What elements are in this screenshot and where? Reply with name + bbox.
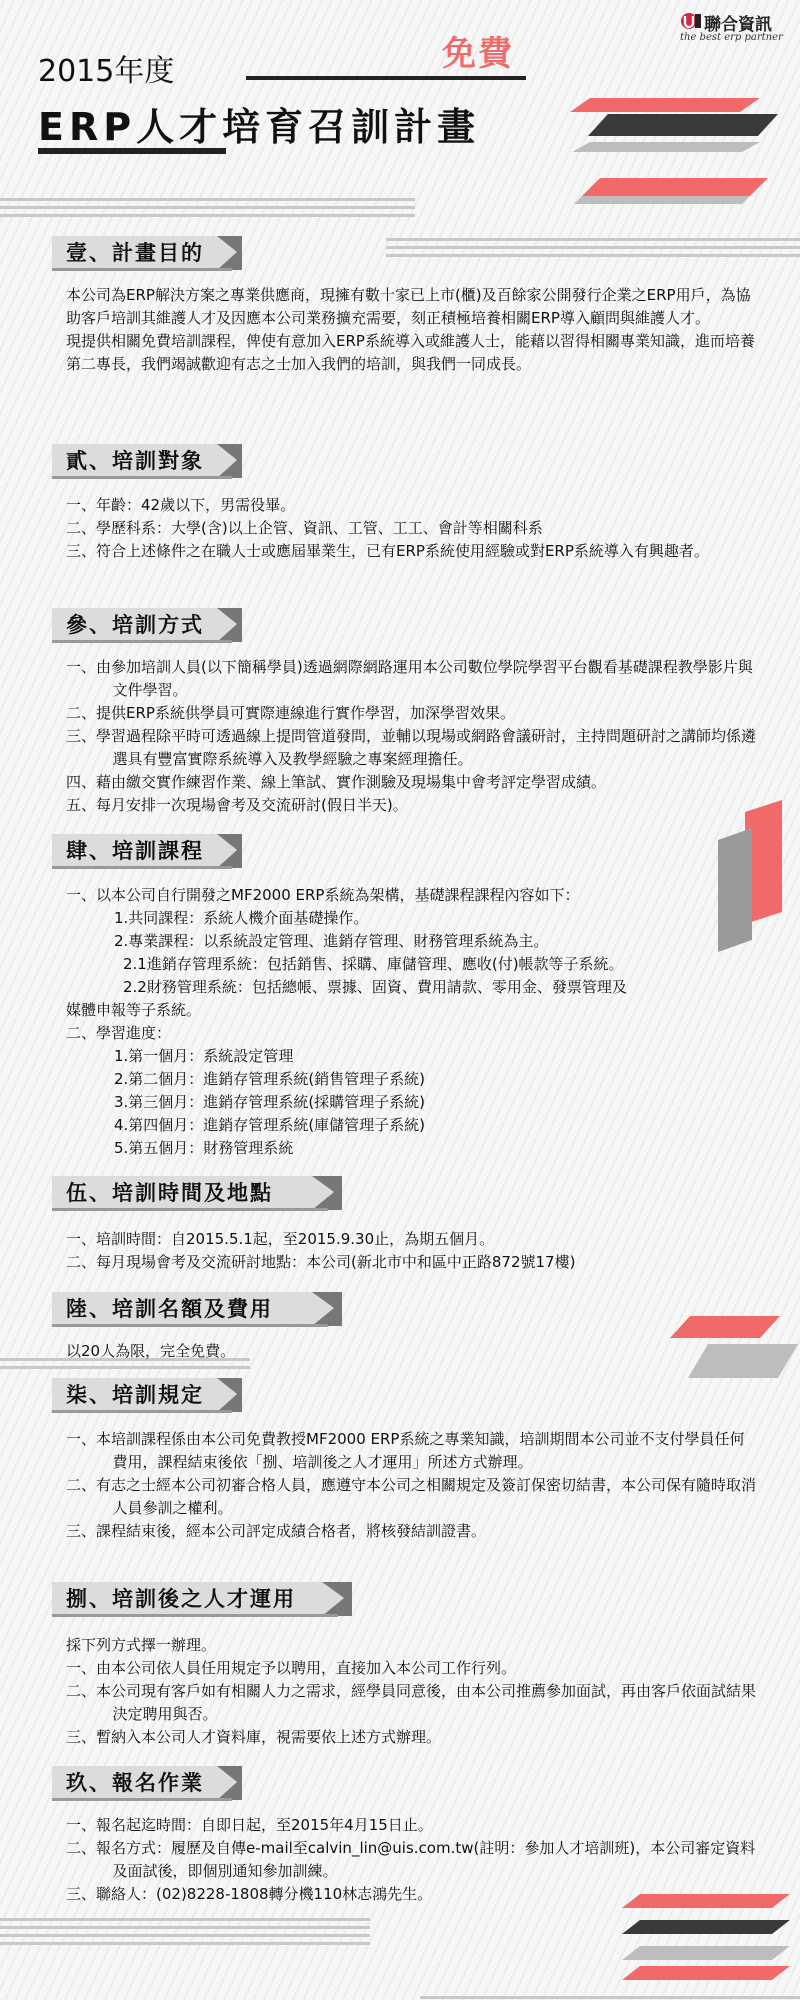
paragraph: 現提供相關免費培訓課程，俾使有意加入ERP系統導入或維護人士，能藉以習得相關專業知識，進而培養第二專長，我們竭誠歡迎有志之士加入我們的培訓，與我們一同成長。 xyxy=(66,332,755,373)
list-item: 一、報名起迄時間：自即日起，至2015年4月15日止。 xyxy=(66,1816,433,1834)
logo-tagline: the best erp partner xyxy=(680,32,783,43)
section-heading-2: 貳、培訓對象 xyxy=(52,440,242,480)
list-item: 一、由本公司依人員任用規定予以聘用，直接加入本公司工作行列。 xyxy=(66,1659,517,1677)
list-item: 三、符合上述條件之在職人士或應屆畢業生，已有ERP系統使用經驗或對ERP系統導入有興趣者。 xyxy=(66,542,709,560)
section-9-body xyxy=(66,1814,756,1906)
month-item: 5.第五個月：財務管理系統 xyxy=(114,1139,294,1157)
list-item: 二、本公司現有客戶如有相關人力之需求，經學員同意後，由本公司推薦參加面試，再由客戶依面試結果決定聘用與否。 xyxy=(66,1682,757,1723)
list-item: 一、以本公司自行開發之MF2000 ERP系統為架構，基礎課程課程內容如下： xyxy=(66,886,580,904)
section-heading-9: 玖、報名作業 xyxy=(52,1762,242,1802)
section-heading-1: 壹、計畫目的 xyxy=(52,232,242,272)
page-title: ERP人才培育召訓計畫 xyxy=(38,105,481,149)
list-item: 三、課程結束後，經本公司評定成績合格者，將核發結訓證書。 xyxy=(66,1522,487,1540)
list-item: 二、有志之士經本公司初審合格人員，應遵守本公司之相關規定及簽訂保密切結書，本公司保有隨時取消人員參訓之權利。 xyxy=(66,1476,757,1517)
plan-year: 2015年度 xyxy=(38,54,175,89)
course-item: 1.共同課程：系統人機介面基礎操作。 xyxy=(114,909,369,927)
paragraph: 本公司為ERP解決方案之專業供應商，現擁有數十家已上市(櫃)及百餘家公開發行企業之ERP用戶，為協助客戶培訓其維護人才及因應本公司業務擴充需要，刻正積極培養相關ERP導入顧問與維護人才。 xyxy=(66,286,751,327)
section-heading-5: 伍、培訓時間及地點 xyxy=(52,1172,342,1212)
section-heading-4: 肆、培訓課程 xyxy=(52,830,242,870)
company-logo xyxy=(680,10,795,46)
list-item: 三、聯絡人：(02)8228-1808轉分機110林志鴻先生。 xyxy=(66,1885,433,1903)
section-2-body xyxy=(66,494,756,563)
paragraph: 以20人為限，完全免費。 xyxy=(66,1342,236,1360)
list-item: 三、學習過程除平時可透過線上提問管道發問，並輔以現場或網路會議研討，主持問題研討之講師均係遴選具有豐富實際系統導入及教學經驗之專案經理擔任。 xyxy=(66,727,757,768)
list-item: 一、年齡：42歲以下，男需役畢。 xyxy=(66,496,296,514)
month-item: 3.第三個月：進銷存管理系統(採購管理子系統) xyxy=(114,1093,426,1111)
paragraph: 採下列方式擇一辦理。 xyxy=(66,1636,217,1654)
course-item: 2.專業課程：以系統設定管理、進銷存管理、財務管理系統為主。 xyxy=(114,932,549,950)
list-item: 四、藉由繳交實作練習作業、線上筆試、實作測驗及現場集中會考評定學習成績。 xyxy=(66,773,607,791)
section-heading-3: 參、培訓方式 xyxy=(52,604,242,644)
section-heading-8: 捌、培訓後之人才運用 xyxy=(52,1578,352,1618)
section-heading-6: 陸、培訓名額及費用 xyxy=(52,1288,342,1328)
section-4-body xyxy=(66,884,756,1160)
section-8-body xyxy=(66,1634,756,1749)
list-item: 二、報名方式：履歷及自傳e-mail至calvin_lin@uis.com.tw(註明：參加人才培訓班)，本公司審定資料及面試後，即個別通知參加訓練。 xyxy=(66,1839,756,1880)
month-item: 2.第二個月：進銷存管理系統(銷售管理子系統) xyxy=(114,1070,426,1088)
list-item: 三、暫納入本公司人才資料庫，視需要依上述方式辦理。 xyxy=(66,1728,442,1746)
list-item: 一、本培訓課程係由本公司免費教授MF2000 ERP系統之專業知識，培訓期間本公司並不支付學員任何費用，課程結束後依「捌、培訓後之人才運用」所述方式辦理。 xyxy=(66,1430,745,1471)
course-subitem: 2.2財務管理系統：包括總帳、票據、固資、費用請款、零用金、發票管理及 xyxy=(123,978,627,996)
uis-logo-icon xyxy=(680,12,702,30)
section-1-body xyxy=(66,284,756,376)
list-item: 二、學歷科系：大學(含)以上企管、資訊、工管、工工、會計等相關科系 xyxy=(66,519,543,537)
list-item: 五、每月安排一次現場會考及交流研討(假日半天)。 xyxy=(66,796,408,814)
free-badge: 免費 xyxy=(442,34,514,74)
section-6-body xyxy=(66,1340,756,1363)
section-heading-7: 柒、培訓規定 xyxy=(52,1374,242,1414)
course-subitem-cont: 媒體申報等子系統。 xyxy=(66,1001,202,1019)
list-item: 一、培訓時間：自2015.5.1起，至2015.9.30止，為期五個月。 xyxy=(66,1230,495,1248)
list-item: 二、提供ERP系統供學員可實際連線進行實作學習，加深學習效果。 xyxy=(66,704,515,722)
section-5-body xyxy=(66,1228,756,1274)
list-item: 二、每月現場會考及交流研討地點：本公司(新北市中和區中正路872號17樓) xyxy=(66,1253,576,1271)
section-7-body xyxy=(66,1428,756,1543)
month-item: 4.第四個月：進銷存管理系統(庫儲管理子系統) xyxy=(114,1116,426,1134)
course-subitem: 2.1進銷存管理系統：包括銷售、採購、庫儲管理、應收(付)帳款等子系統。 xyxy=(123,955,624,973)
list-item: 一、由參加培訓人員(以下簡稱學員)透過網際網路運用本公司數位學院學習平台觀看基礎課程教學影片與文件學習。 xyxy=(66,658,753,699)
month-item: 1.第一個月：系統設定管理 xyxy=(114,1047,294,1065)
progress-label: 二、學習進度： xyxy=(66,1024,172,1042)
section-3-body xyxy=(66,656,756,817)
logo-name: 聯合資訊 xyxy=(704,15,772,35)
